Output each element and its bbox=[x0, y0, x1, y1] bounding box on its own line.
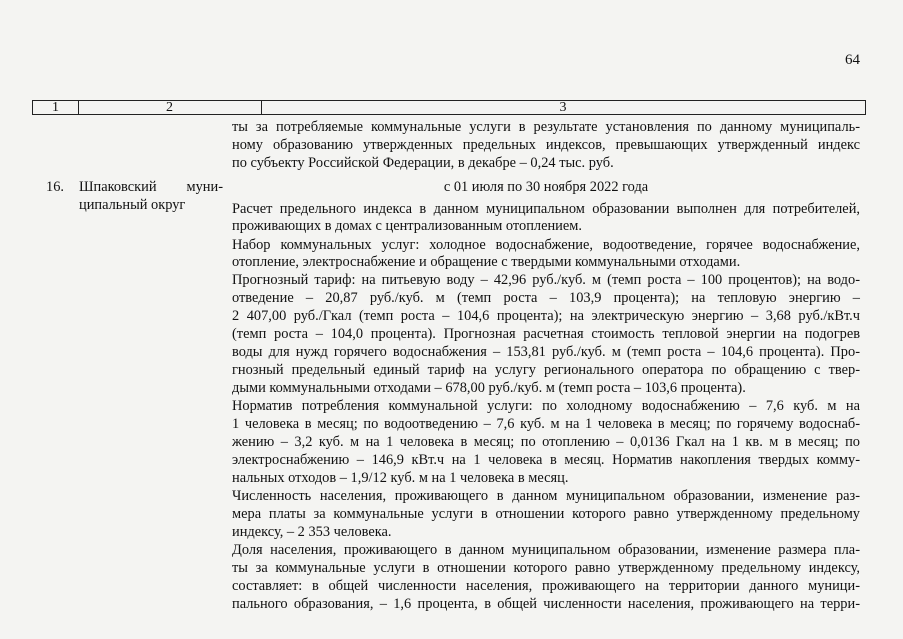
entry-text-line: воды для нужд горячего водоснабжения – 153,81 руб./куб. м (темп роста – 104,6 процента). Про- bbox=[232, 344, 860, 360]
entry-name-line: Шпаковский муни- bbox=[79, 179, 223, 195]
entry-text-line: Доля населения, проживающего в данном муниципальном образовании, изменение размера пла- bbox=[232, 542, 860, 558]
continuation-line: по субъекту Российской Федерации, в декабре – 0,24 тыс. руб. bbox=[232, 155, 614, 171]
entry-text-line: составляет: в общей численности населения, проживающего на территории данного муници- bbox=[232, 578, 860, 594]
entry-text-line: мера платы за коммунальные услуги в отношении которого равно утвержденному предельному bbox=[232, 506, 860, 522]
continuation-line: ному образованию утвержденных предельных индексов, превышающих утвержденный индекс bbox=[232, 137, 860, 153]
entry-number: 16. bbox=[46, 179, 64, 195]
entry-text-line: индексу, – 2 353 человека. bbox=[232, 524, 392, 540]
entry-text-line: Прогнозный тариф: на питьевую воду – 42,96 руб./куб. м (темп роста – 100 процентов); на водо- bbox=[232, 272, 860, 288]
header-col-2: 2 bbox=[78, 101, 262, 114]
entry-text-line: 2 407,00 руб./Гкал (темп роста – 104,6 процента); на электрическую энергию – 3,68 руб./кВт.ч bbox=[232, 308, 860, 324]
table-header-row bbox=[32, 100, 866, 115]
entry-text-line: нальных отходов – 1,9/12 куб. м на 1 человека в месяц. bbox=[232, 470, 569, 486]
header-col-1: 1 bbox=[33, 101, 79, 114]
entry-text-line: электроснабжению – 146,9 кВт.ч на 1 человека в месяц. Норматив накопления твердых комму- bbox=[232, 452, 860, 468]
entry-text-line: ты за коммунальные услуги в отношении которого равно утвержденному предельному индексу, bbox=[232, 560, 860, 576]
entry-text-line: Численность населения, проживающего в данном муниципальном образовании, изменение раз- bbox=[232, 488, 860, 504]
entry-text-line: гнозный предельный единый тариф на услугу регионального оператора по обращению с твер- bbox=[232, 362, 860, 378]
entry-text-line: отопление, электроснабжение и обращение с твердыми коммунальными отходами. bbox=[232, 254, 741, 270]
entry-text-line: жению – 3,2 куб. м на 1 человека в месяц; по отоплению – 0,0136 Гкал на 1 кв. м в месяц; по bbox=[232, 434, 860, 450]
entry-text-line: Расчет предельного индекса в данном муниципальном образовании выполнен для потребителей, bbox=[232, 201, 860, 217]
entry-text-line: Норматив потребления коммунальной услуги: по холодному водоснабжению – 7,6 куб. м на bbox=[232, 398, 860, 414]
page-number: 64 bbox=[845, 52, 860, 68]
entry-name-line: ципальный округ bbox=[79, 197, 186, 213]
entry-text-line: 1 человека в месяц; по водоотведению – 7,6 куб. м на 1 человека в месяц; по горячему водоснаб- bbox=[232, 416, 860, 432]
entry-text-line: проживающих в домах с централизованным отоплением. bbox=[232, 218, 582, 234]
continuation-line: ты за потребляемые коммунальные услуги в результате установления по данному муниципаль- bbox=[232, 119, 860, 135]
entry-text-line: дыми коммунальными отходами – 678,00 руб./куб. м (темп роста – 103,6 процента). bbox=[232, 380, 746, 396]
header-col-3: 3 bbox=[559, 100, 567, 115]
entry-period: с 01 июля по 30 ноября 2022 года bbox=[443, 179, 649, 195]
entry-text-line: отведение – 20,87 руб./куб. м (темп роста – 103,9 процента); на тепловую энергию – bbox=[232, 290, 860, 306]
entry-text-line: пального образования, – 1,6 процента, в общей численности населения, проживающего на терри- bbox=[232, 596, 860, 612]
entry-text-line: Набор коммунальных услуг: холодное водоснабжение, водоотведение, горячее водоснабжение, bbox=[232, 237, 860, 253]
entry-text-line: (темп роста – 104,0 процента). Прогнозная расчетная стоимость тепловой энергии на подогрев bbox=[232, 326, 860, 342]
